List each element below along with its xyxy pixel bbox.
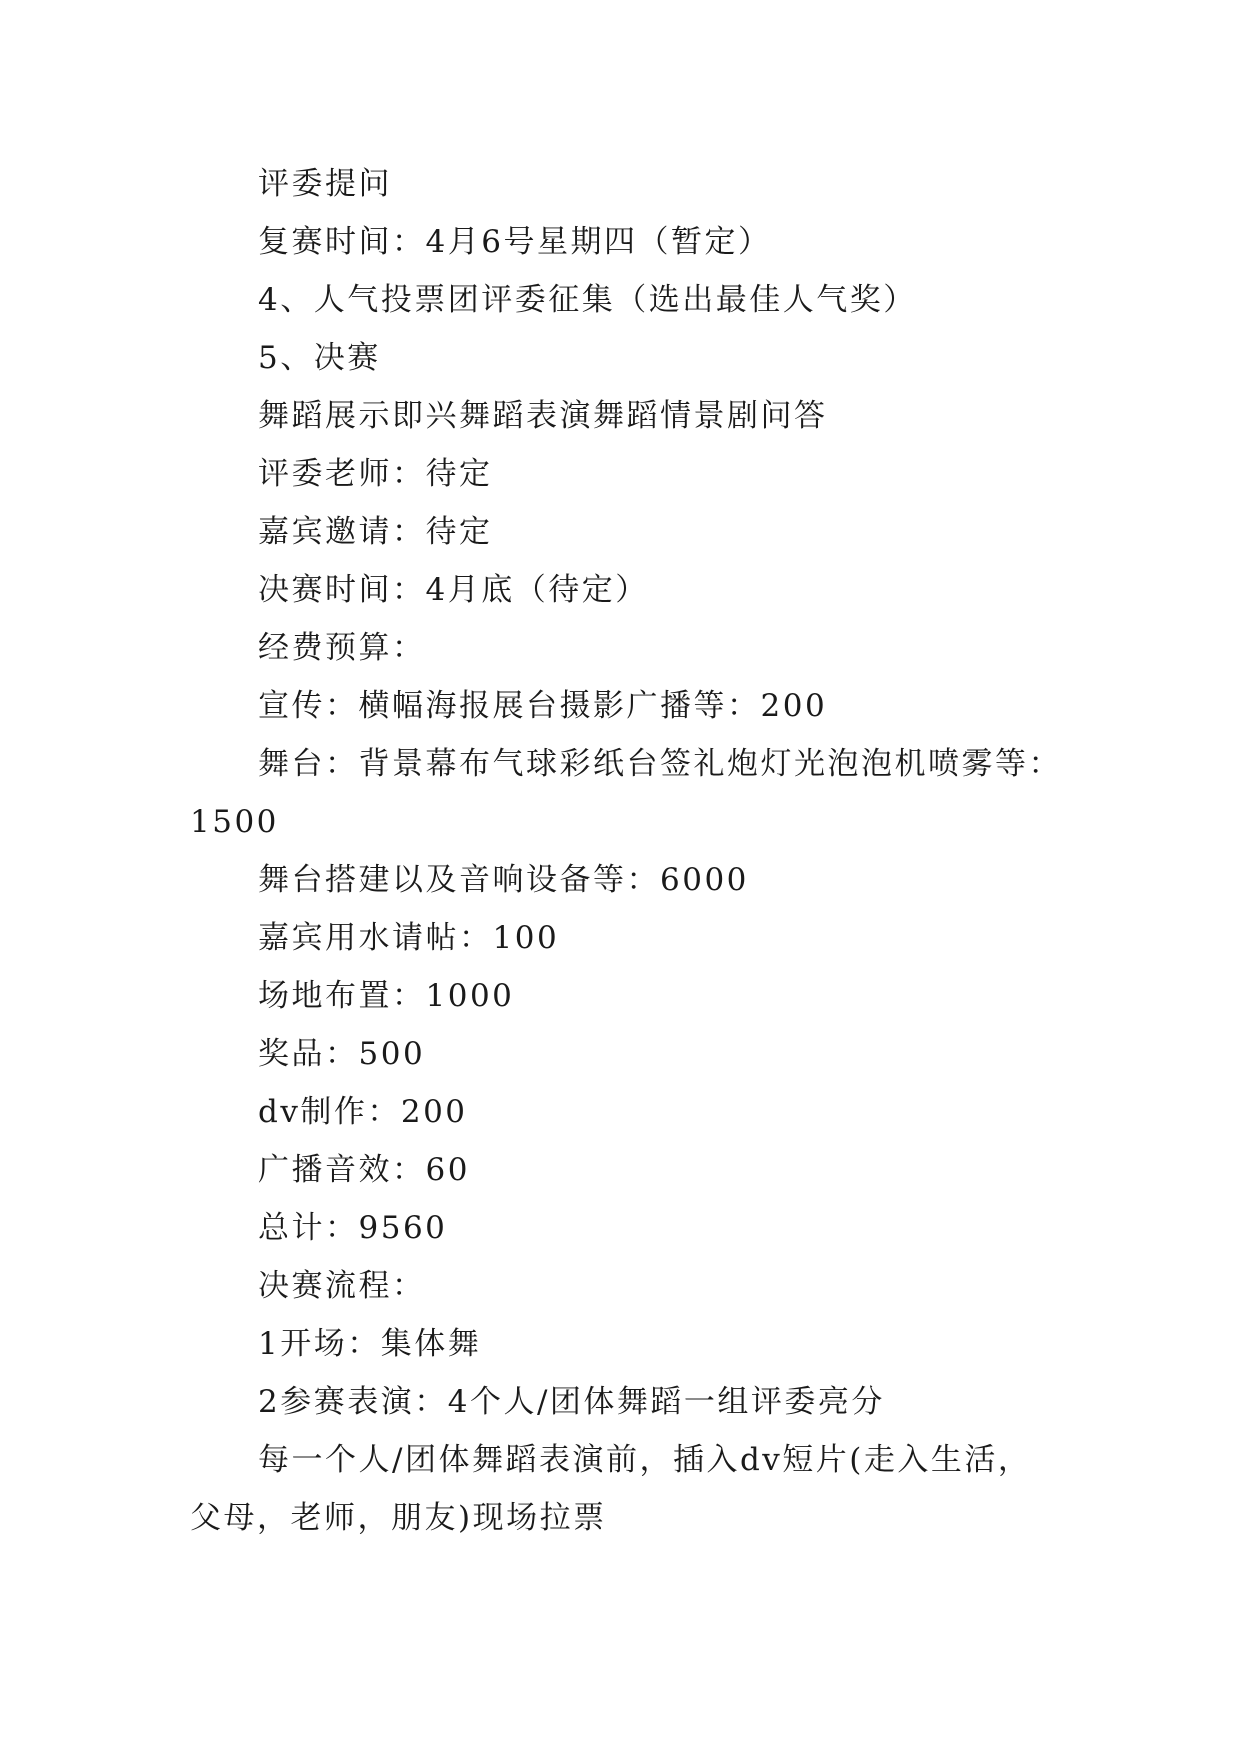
budget-item: 舞台搭建以及音响设备等：6000: [258, 862, 749, 898]
paragraph-line: 2参赛表演：4个人/团体舞蹈一组评委亮分: [258, 1384, 885, 1420]
paragraph-line: 舞蹈展示即兴舞蹈表演舞蹈情景剧问答: [258, 398, 828, 434]
budget-item: 舞台：背景幕布气球彩纸台签礼炮灯光泡泡机喷雾等：: [258, 746, 1062, 782]
budget-item-continued: 1500: [190, 804, 279, 840]
budget-item: 广播音效：60: [258, 1152, 470, 1188]
paragraph-line: 4、人气投票团评委征集（选出最佳人气奖）: [258, 282, 917, 318]
paragraph-line: 评委老师：待定: [258, 456, 493, 492]
paragraph-line: 嘉宾邀请：待定: [258, 514, 493, 550]
paragraph-line: 复赛时间：4月6号星期四（暂定）: [258, 224, 772, 260]
paragraph-line: 每一个人/团体舞蹈表演前，插入dv短片(走入生活，: [258, 1442, 1032, 1478]
paragraph-line: 决赛流程：: [258, 1268, 426, 1304]
budget-item: 嘉宾用水请帖：100: [258, 920, 560, 956]
paragraph-line: 经费预算：: [258, 630, 426, 666]
budget-item: 场地布置：1000: [258, 978, 515, 1014]
paragraph-line-continued: 父母，老师，朋友)现场拉票: [190, 1500, 607, 1536]
paragraph-line: 决赛时间：4月底（待定）: [258, 572, 649, 608]
budget-item: 奖品：500: [258, 1036, 426, 1072]
paragraph-line: 评委提问: [258, 166, 392, 202]
document-body: [190, 155, 1070, 1547]
paragraph-line: 1开场：集体舞: [258, 1326, 482, 1362]
section-heading: 5、决赛: [258, 340, 381, 376]
budget-total: 总计：9560: [258, 1210, 448, 1246]
budget-item: dv制作：200: [258, 1094, 468, 1130]
budget-item: 宣传：横幅海报展台摄影广播等：200: [258, 688, 828, 724]
